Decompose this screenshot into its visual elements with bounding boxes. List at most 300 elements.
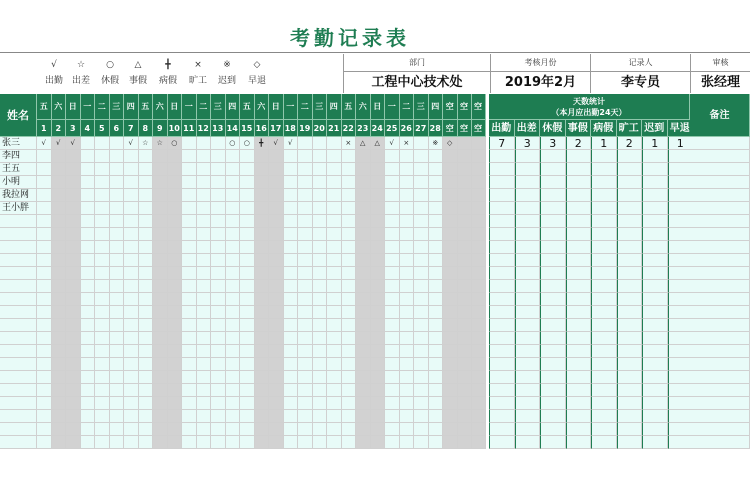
attendance-cell[interactable]: [139, 228, 154, 241]
attendance-cell[interactable]: [385, 202, 400, 215]
attendance-cell[interactable]: [66, 176, 81, 189]
attendance-cell[interactable]: [197, 228, 212, 241]
remarks-cell[interactable]: [690, 215, 750, 228]
attendance-cell[interactable]: [240, 150, 255, 163]
attendance-cell[interactable]: [342, 215, 357, 228]
attendance-cell[interactable]: [52, 423, 67, 436]
attendance-cell[interactable]: [37, 215, 52, 228]
attendance-cell[interactable]: [327, 293, 342, 306]
attendance-cell[interactable]: [211, 280, 226, 293]
attendance-cell[interactable]: [342, 254, 357, 267]
attendance-cell[interactable]: [66, 150, 81, 163]
attendance-cell[interactable]: [226, 436, 241, 449]
attendance-cell[interactable]: [269, 306, 284, 319]
attendance-cell[interactable]: [240, 436, 255, 449]
attendance-cell[interactable]: [284, 397, 299, 410]
attendance-cell[interactable]: [139, 397, 154, 410]
attendance-cell[interactable]: [139, 436, 154, 449]
attendance-cell[interactable]: [81, 345, 96, 358]
attendance-cell[interactable]: [153, 371, 168, 384]
attendance-cell[interactable]: [124, 241, 139, 254]
attendance-cell[interactable]: [298, 410, 313, 423]
attendance-cell[interactable]: [342, 267, 357, 280]
attendance-cell[interactable]: [342, 202, 357, 215]
attendance-cell[interactable]: [81, 267, 96, 280]
attendance-cell[interactable]: [284, 241, 299, 254]
attendance-cell[interactable]: [182, 436, 197, 449]
attendance-cell[interactable]: [327, 306, 342, 319]
attendance-cell[interactable]: [458, 319, 472, 332]
attendance-cell[interactable]: [313, 293, 328, 306]
attendance-cell[interactable]: [414, 423, 429, 436]
attendance-cell[interactable]: [298, 397, 313, 410]
attendance-cell[interactable]: [52, 397, 67, 410]
attendance-cell[interactable]: [356, 332, 371, 345]
attendance-cell[interactable]: [182, 202, 197, 215]
attendance-cell[interactable]: [371, 332, 386, 345]
attendance-cell[interactable]: [52, 280, 67, 293]
attendance-cell[interactable]: [371, 215, 386, 228]
attendance-cell[interactable]: [226, 189, 241, 202]
attendance-cell[interactable]: [313, 228, 328, 241]
attendance-cell[interactable]: [66, 254, 81, 267]
attendance-cell[interactable]: [66, 358, 81, 371]
recorder-value[interactable]: 李专员: [590, 71, 690, 93]
attendance-cell[interactable]: [197, 215, 212, 228]
attendance-cell[interactable]: [124, 202, 139, 215]
attendance-cell[interactable]: [472, 254, 486, 267]
attendance-cell[interactable]: [66, 189, 81, 202]
attendance-cell[interactable]: [197, 293, 212, 306]
attendance-cell[interactable]: [110, 371, 125, 384]
attendance-cell[interactable]: [182, 423, 197, 436]
attendance-cell[interactable]: [37, 254, 52, 267]
attendance-cell[interactable]: [95, 423, 110, 436]
attendance-cell[interactable]: [414, 436, 429, 449]
attendance-cell[interactable]: [313, 384, 328, 397]
attendance-cell[interactable]: [327, 254, 342, 267]
attendance-cell[interactable]: [197, 241, 212, 254]
attendance-cell[interactable]: [313, 254, 328, 267]
attendance-cell[interactable]: [255, 176, 270, 189]
attendance-cell[interactable]: [284, 202, 299, 215]
attendance-cell[interactable]: [385, 436, 400, 449]
attendance-cell[interactable]: [211, 254, 226, 267]
attendance-cell[interactable]: [124, 189, 139, 202]
attendance-cell[interactable]: [66, 319, 81, 332]
attendance-cell[interactable]: [356, 293, 371, 306]
attendance-cell[interactable]: [429, 150, 444, 163]
attendance-cell[interactable]: [197, 150, 212, 163]
attendance-cell[interactable]: [443, 345, 458, 358]
attendance-cell[interactable]: [472, 176, 486, 189]
employee-name-cell[interactable]: [0, 332, 37, 345]
attendance-cell[interactable]: [400, 150, 415, 163]
attendance-cell[interactable]: [110, 241, 125, 254]
attendance-cell[interactable]: [197, 371, 212, 384]
attendance-cell[interactable]: [255, 215, 270, 228]
attendance-cell[interactable]: [168, 319, 183, 332]
attendance-cell[interactable]: [255, 189, 270, 202]
attendance-cell[interactable]: [385, 228, 400, 241]
attendance-cell[interactable]: [342, 189, 357, 202]
attendance-cell[interactable]: [472, 410, 486, 423]
attendance-cell[interactable]: [226, 254, 241, 267]
attendance-cell[interactable]: [110, 215, 125, 228]
attendance-cell[interactable]: [52, 241, 67, 254]
attendance-cell[interactable]: √: [52, 137, 67, 150]
attendance-cell[interactable]: [66, 306, 81, 319]
attendance-cell[interactable]: [443, 319, 458, 332]
attendance-cell[interactable]: [429, 267, 444, 280]
attendance-cell[interactable]: [168, 202, 183, 215]
attendance-cell[interactable]: [371, 436, 386, 449]
attendance-cell[interactable]: [211, 267, 226, 280]
attendance-cell[interactable]: [153, 319, 168, 332]
attendance-cell[interactable]: [37, 241, 52, 254]
attendance-cell[interactable]: [284, 280, 299, 293]
attendance-cell[interactable]: [414, 293, 429, 306]
attendance-cell[interactable]: [37, 423, 52, 436]
attendance-cell[interactable]: [168, 189, 183, 202]
attendance-cell[interactable]: [211, 241, 226, 254]
attendance-cell[interactable]: ☆: [153, 137, 168, 150]
month-value[interactable]: 2019年2月: [490, 71, 590, 93]
attendance-cell[interactable]: [443, 163, 458, 176]
attendance-cell[interactable]: [197, 332, 212, 345]
attendance-cell[interactable]: [66, 423, 81, 436]
employee-name-cell[interactable]: 王小胖: [0, 202, 37, 215]
attendance-cell[interactable]: [284, 215, 299, 228]
attendance-cell[interactable]: [356, 254, 371, 267]
attendance-cell[interactable]: [327, 137, 342, 150]
attendance-cell[interactable]: [110, 358, 125, 371]
attendance-cell[interactable]: [95, 280, 110, 293]
attendance-cell[interactable]: [52, 267, 67, 280]
attendance-cell[interactable]: [66, 280, 81, 293]
attendance-cell[interactable]: [197, 202, 212, 215]
attendance-cell[interactable]: [52, 176, 67, 189]
attendance-cell[interactable]: [400, 397, 415, 410]
attendance-cell[interactable]: [414, 215, 429, 228]
attendance-cell[interactable]: [371, 293, 386, 306]
attendance-cell[interactable]: [414, 150, 429, 163]
attendance-cell[interactable]: [429, 345, 444, 358]
attendance-cell[interactable]: [298, 189, 313, 202]
attendance-cell[interactable]: [400, 332, 415, 345]
attendance-cell[interactable]: [400, 267, 415, 280]
attendance-cell[interactable]: [429, 436, 444, 449]
attendance-cell[interactable]: [429, 306, 444, 319]
attendance-cell[interactable]: [385, 176, 400, 189]
attendance-cell[interactable]: [298, 306, 313, 319]
attendance-cell[interactable]: [414, 306, 429, 319]
attendance-cell[interactable]: [472, 202, 486, 215]
attendance-cell[interactable]: [269, 384, 284, 397]
attendance-cell[interactable]: [153, 254, 168, 267]
attendance-cell[interactable]: [110, 410, 125, 423]
attendance-cell[interactable]: [153, 397, 168, 410]
attendance-cell[interactable]: [269, 371, 284, 384]
attendance-cell[interactable]: [52, 306, 67, 319]
attendance-cell[interactable]: [197, 176, 212, 189]
attendance-cell[interactable]: [139, 163, 154, 176]
attendance-cell[interactable]: [414, 280, 429, 293]
attendance-cell[interactable]: [226, 410, 241, 423]
attendance-cell[interactable]: [269, 267, 284, 280]
attendance-cell[interactable]: [269, 280, 284, 293]
attendance-cell[interactable]: [95, 228, 110, 241]
remarks-cell[interactable]: [690, 384, 750, 397]
attendance-cell[interactable]: [124, 332, 139, 345]
attendance-cell[interactable]: [240, 423, 255, 436]
attendance-cell[interactable]: [414, 319, 429, 332]
attendance-cell[interactable]: [356, 267, 371, 280]
attendance-cell[interactable]: [429, 358, 444, 371]
attendance-cell[interactable]: [168, 306, 183, 319]
attendance-cell[interactable]: [153, 410, 168, 423]
employee-name-cell[interactable]: 小明: [0, 176, 37, 189]
employee-name-cell[interactable]: [0, 410, 37, 423]
attendance-cell[interactable]: [197, 163, 212, 176]
attendance-cell[interactable]: [110, 189, 125, 202]
attendance-cell[interactable]: [139, 241, 154, 254]
attendance-cell[interactable]: [182, 319, 197, 332]
attendance-cell[interactable]: [153, 241, 168, 254]
employee-name-cell[interactable]: [0, 358, 37, 371]
attendance-cell[interactable]: [284, 189, 299, 202]
remarks-cell[interactable]: [690, 332, 750, 345]
attendance-cell[interactable]: [153, 332, 168, 345]
attendance-cell[interactable]: [81, 358, 96, 371]
attendance-cell[interactable]: [139, 423, 154, 436]
attendance-cell[interactable]: [269, 176, 284, 189]
attendance-cell[interactable]: [240, 189, 255, 202]
remarks-cell[interactable]: [690, 254, 750, 267]
attendance-cell[interactable]: [284, 436, 299, 449]
attendance-cell[interactable]: [269, 410, 284, 423]
attendance-cell[interactable]: [414, 332, 429, 345]
attendance-cell[interactable]: [37, 332, 52, 345]
attendance-cell[interactable]: [95, 150, 110, 163]
attendance-cell[interactable]: [211, 150, 226, 163]
attendance-cell[interactable]: [385, 150, 400, 163]
attendance-cell[interactable]: [95, 371, 110, 384]
attendance-cell[interactable]: [400, 384, 415, 397]
attendance-cell[interactable]: [356, 423, 371, 436]
remarks-cell[interactable]: [690, 189, 750, 202]
attendance-cell[interactable]: [313, 202, 328, 215]
attendance-cell[interactable]: [95, 358, 110, 371]
attendance-cell[interactable]: [197, 345, 212, 358]
attendance-cell[interactable]: [284, 293, 299, 306]
attendance-cell[interactable]: [110, 332, 125, 345]
attendance-cell[interactable]: [168, 241, 183, 254]
attendance-cell[interactable]: [255, 358, 270, 371]
attendance-cell[interactable]: [168, 358, 183, 371]
attendance-cell[interactable]: √: [124, 137, 139, 150]
attendance-cell[interactable]: [269, 397, 284, 410]
attendance-cell[interactable]: [110, 267, 125, 280]
attendance-cell[interactable]: [226, 306, 241, 319]
attendance-cell[interactable]: [429, 410, 444, 423]
attendance-cell[interactable]: [37, 358, 52, 371]
attendance-cell[interactable]: [153, 384, 168, 397]
attendance-cell[interactable]: [255, 410, 270, 423]
attendance-cell[interactable]: [400, 358, 415, 371]
attendance-cell[interactable]: [385, 332, 400, 345]
attendance-cell[interactable]: [52, 228, 67, 241]
attendance-cell[interactable]: [342, 280, 357, 293]
attendance-cell[interactable]: [443, 436, 458, 449]
attendance-cell[interactable]: [298, 267, 313, 280]
attendance-cell[interactable]: [240, 332, 255, 345]
attendance-cell[interactable]: [52, 293, 67, 306]
employee-name-cell[interactable]: 我拉网: [0, 189, 37, 202]
attendance-cell[interactable]: [66, 384, 81, 397]
attendance-cell[interactable]: [458, 241, 472, 254]
attendance-cell[interactable]: [298, 371, 313, 384]
attendance-cell[interactable]: [211, 410, 226, 423]
attendance-cell[interactable]: [472, 215, 486, 228]
remarks-cell[interactable]: [690, 137, 750, 150]
attendance-cell[interactable]: [240, 267, 255, 280]
attendance-cell[interactable]: [458, 293, 472, 306]
attendance-cell[interactable]: [472, 358, 486, 371]
attendance-cell[interactable]: [356, 280, 371, 293]
attendance-cell[interactable]: [211, 423, 226, 436]
attendance-cell[interactable]: [211, 436, 226, 449]
attendance-cell[interactable]: [400, 306, 415, 319]
attendance-cell[interactable]: [356, 384, 371, 397]
employee-name-cell[interactable]: [0, 423, 37, 436]
attendance-cell[interactable]: [124, 254, 139, 267]
dept-value[interactable]: 工程中心技术处: [343, 71, 490, 93]
attendance-cell[interactable]: [342, 293, 357, 306]
attendance-cell[interactable]: √: [37, 137, 52, 150]
attendance-cell[interactable]: [255, 254, 270, 267]
employee-name-cell[interactable]: [0, 436, 37, 449]
attendance-cell[interactable]: [472, 150, 486, 163]
attendance-cell[interactable]: [211, 176, 226, 189]
attendance-cell[interactable]: [298, 228, 313, 241]
attendance-cell[interactable]: [443, 189, 458, 202]
attendance-cell[interactable]: [95, 436, 110, 449]
attendance-cell[interactable]: [37, 293, 52, 306]
attendance-cell[interactable]: [168, 163, 183, 176]
attendance-cell[interactable]: [385, 423, 400, 436]
attendance-cell[interactable]: [371, 202, 386, 215]
attendance-cell[interactable]: [385, 241, 400, 254]
attendance-cell[interactable]: [197, 423, 212, 436]
attendance-cell[interactable]: [66, 332, 81, 345]
attendance-cell[interactable]: [139, 254, 154, 267]
attendance-cell[interactable]: [124, 176, 139, 189]
attendance-cell[interactable]: [95, 176, 110, 189]
attendance-cell[interactable]: [211, 345, 226, 358]
attendance-cell[interactable]: [110, 306, 125, 319]
attendance-cell[interactable]: [269, 202, 284, 215]
attendance-cell[interactable]: [66, 410, 81, 423]
attendance-cell[interactable]: [443, 384, 458, 397]
attendance-cell[interactable]: [81, 306, 96, 319]
attendance-cell[interactable]: [139, 202, 154, 215]
attendance-cell[interactable]: [429, 189, 444, 202]
attendance-cell[interactable]: [139, 176, 154, 189]
attendance-cell[interactable]: [385, 280, 400, 293]
attendance-cell[interactable]: [255, 371, 270, 384]
attendance-cell[interactable]: [371, 384, 386, 397]
attendance-cell[interactable]: [385, 410, 400, 423]
attendance-cell[interactable]: [124, 384, 139, 397]
attendance-cell[interactable]: [284, 176, 299, 189]
attendance-cell[interactable]: [313, 163, 328, 176]
attendance-cell[interactable]: [342, 306, 357, 319]
attendance-cell[interactable]: [81, 189, 96, 202]
attendance-cell[interactable]: [414, 410, 429, 423]
attendance-cell[interactable]: [472, 241, 486, 254]
attendance-cell[interactable]: [255, 332, 270, 345]
attendance-cell[interactable]: [168, 345, 183, 358]
attendance-cell[interactable]: [197, 189, 212, 202]
remarks-cell[interactable]: [690, 267, 750, 280]
attendance-cell[interactable]: [110, 280, 125, 293]
attendance-cell[interactable]: [37, 397, 52, 410]
attendance-cell[interactable]: [269, 423, 284, 436]
attendance-cell[interactable]: [284, 423, 299, 436]
attendance-cell[interactable]: [472, 189, 486, 202]
attendance-cell[interactable]: [197, 358, 212, 371]
attendance-cell[interactable]: [211, 293, 226, 306]
attendance-cell[interactable]: [110, 202, 125, 215]
attendance-cell[interactable]: [371, 306, 386, 319]
attendance-cell[interactable]: [182, 215, 197, 228]
attendance-cell[interactable]: [327, 228, 342, 241]
attendance-cell[interactable]: [240, 410, 255, 423]
attendance-cell[interactable]: [371, 397, 386, 410]
attendance-cell[interactable]: [95, 410, 110, 423]
attendance-cell[interactable]: [197, 384, 212, 397]
attendance-cell[interactable]: [255, 423, 270, 436]
attendance-cell[interactable]: [400, 202, 415, 215]
attendance-cell[interactable]: ×: [342, 137, 357, 150]
attendance-cell[interactable]: [327, 280, 342, 293]
remarks-cell[interactable]: [690, 150, 750, 163]
remarks-cell[interactable]: [690, 410, 750, 423]
attendance-cell[interactable]: [443, 228, 458, 241]
attendance-cell[interactable]: [458, 254, 472, 267]
attendance-cell[interactable]: [95, 384, 110, 397]
attendance-cell[interactable]: [342, 332, 357, 345]
attendance-cell[interactable]: [139, 358, 154, 371]
attendance-cell[interactable]: [385, 254, 400, 267]
attendance-cell[interactable]: [327, 319, 342, 332]
attendance-cell[interactable]: [110, 319, 125, 332]
attendance-cell[interactable]: [52, 358, 67, 371]
attendance-cell[interactable]: [81, 371, 96, 384]
employee-name-cell[interactable]: [0, 319, 37, 332]
attendance-cell[interactable]: [168, 176, 183, 189]
attendance-cell[interactable]: [269, 436, 284, 449]
attendance-cell[interactable]: [255, 163, 270, 176]
employee-name-cell[interactable]: 李四: [0, 150, 37, 163]
attendance-cell[interactable]: [81, 254, 96, 267]
remarks-cell[interactable]: [690, 202, 750, 215]
attendance-cell[interactable]: [356, 410, 371, 423]
attendance-cell[interactable]: △: [356, 137, 371, 150]
attendance-cell[interactable]: [226, 215, 241, 228]
attendance-cell[interactable]: [52, 371, 67, 384]
